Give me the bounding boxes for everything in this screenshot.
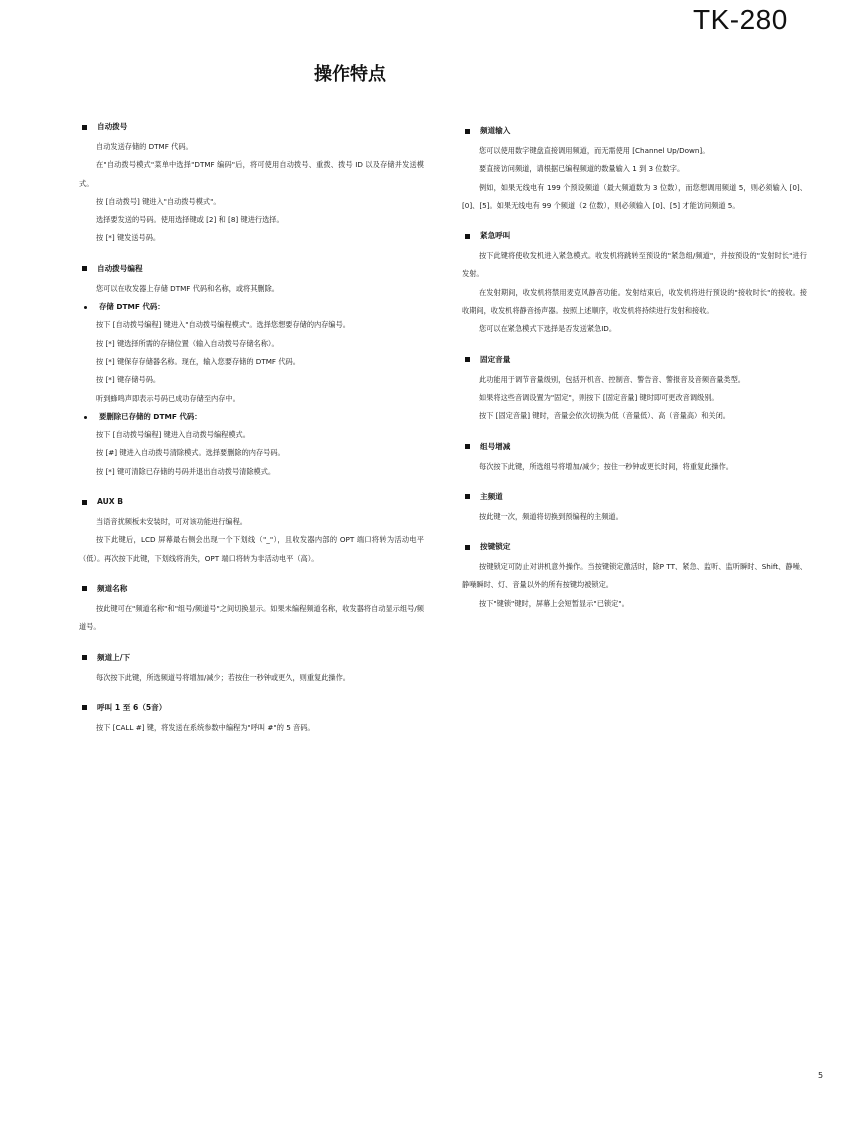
paragraph: 按 [*] 键选择所需的存储位置（输入自动拨号存储名称）。 [96, 338, 279, 348]
heading-label: AUX B [97, 497, 124, 507]
heading-label: 固定音量 [480, 354, 511, 364]
section-heading [462, 229, 807, 243]
paragraph: 您可以使用数字键盘直接调用频道，而无需使用 [Channel Up/Down]。 [479, 146, 710, 155]
heading-label: 呼叫 1 至 6（5音） [97, 702, 167, 712]
section-aux-b [79, 495, 424, 568]
paragraph: 如果将这些音调设置为"固定"，则按下 [固定音量] 键时即可更改音调级别。 [479, 392, 719, 402]
paragraph: 此功能用于调节音量级别，包括开机音、控制音、警告音、警报音及音频音量类型。 [479, 374, 745, 384]
paragraph: 按 [#] 键进入自动拨号清除模式。选择要删除的内存号码。 [96, 448, 285, 458]
section-auto-dial-programming [79, 262, 424, 481]
section-heading [462, 490, 807, 504]
page-number: 5 [818, 1071, 824, 1080]
square-bullet-icon [82, 500, 87, 505]
heading-label: 组号增减 [480, 441, 511, 451]
paragraph: 按 [*] 键存储号码。 [96, 375, 161, 385]
paragraph: 按下此键将使收发机进入紧急模式。收发机将跳转至预设的"紧急组/频道"，并按预设的"发射时长"进行发射。 [462, 251, 807, 279]
model-name: TK-280 [693, 4, 788, 35]
section-channel-entry [462, 124, 807, 215]
paragraph: 每次按下此键，所选组号将增加/减少；按住一秒钟或更长时间，将重复此操作。 [479, 461, 733, 471]
paragraph: 按此键可在"频道名称"和"组号/频道号"之间切换显示。如果未编程频道名称，收发器将自动显示组号/频道号。 [79, 603, 424, 632]
paragraph: 按 [*] 键发送号码。 [96, 233, 161, 243]
dot-bullet-icon [84, 416, 87, 419]
square-bullet-icon [465, 545, 470, 550]
square-bullet-icon [82, 266, 87, 271]
paragraph: 当语音扰频板未安装时，可对该功能进行编程。 [96, 517, 247, 527]
section-heading [79, 495, 424, 509]
heading-label: 紧急呼叫 [480, 231, 511, 241]
section-heading [462, 540, 807, 554]
sub-heading-label: 要删除已存储的 DTMF 代码： [99, 411, 202, 421]
heading-label: 频道名称 [97, 583, 128, 593]
heading-label: 按键锁定 [480, 542, 511, 552]
paragraph: 按下 [CALL #] 键，将发送在系统参数中编程为"呼叫 #"的 5 音码。 [96, 722, 315, 732]
paragraph: 按键锁定可防止对讲机意外操作。当按键锁定激活时，除P TT、紧急、监听、监听瞬时、Shift、静噪、静噪瞬时、灯、音量以外的所有按键均被锁定。 [462, 562, 807, 590]
paragraph: 按下 [自动拨号编程] 键进入自动拨号编程模式。 [96, 430, 250, 440]
paragraph: 按下 [固定音量] 键时，音量会依次切换为低（音量低）、高（音量高）和关闭。 [479, 411, 730, 421]
section-channel-up-down [79, 651, 424, 687]
heading-label: 主频道 [480, 491, 503, 501]
section-heading [79, 582, 424, 596]
sub-heading [79, 298, 424, 316]
paragraph: 在"自动拨号模式"菜单中选择"DTMF 编码"后，将可使用自动拨号、重拨、拨号 ID 以及存储并发送模式。 [79, 160, 424, 188]
section-fixed-volume [462, 353, 807, 426]
section-heading [79, 120, 424, 134]
paragraph: 您可以在紧急模式下选择是否发送紧急ID。 [479, 324, 617, 334]
paragraph: 每次按下此键，所选频道号将增加/减少；若按住一秒钟或更久，则重复此操作。 [96, 672, 350, 682]
square-bullet-icon [465, 357, 470, 362]
square-bullet-icon [82, 655, 87, 660]
section-group-up-down [462, 440, 807, 476]
paragraph: 按 [*] 键保存存储器名称。现在，输入您要存储的 DTMF 代码。 [96, 356, 300, 366]
square-bullet-icon [82, 705, 87, 710]
paragraph: 按 [自动拨号] 键进入"自动拨号模式"。 [96, 196, 221, 206]
section-heading [462, 440, 807, 454]
square-bullet-icon [465, 444, 470, 449]
sub-heading [79, 408, 424, 426]
paragraph: 按 [*] 键可清除已存储的号码并退出自动拨号清除模式。 [96, 466, 276, 476]
paragraph: 听到蜂鸣声即表示号码已成功存储至内存中。 [96, 393, 240, 403]
section-call-1-6 [79, 701, 424, 737]
section-emergency [462, 229, 807, 338]
section-key-lock [462, 540, 807, 613]
right-column [462, 124, 807, 627]
heading-label: 自动拨号 [97, 122, 128, 131]
dot-bullet-icon [84, 306, 87, 309]
section-heading [462, 124, 807, 138]
square-bullet-icon [82, 125, 87, 130]
paragraph: 选择要发送的号码。使用选择键或 [2] 和 [8] 键进行选择。 [96, 215, 284, 225]
section-heading [79, 262, 424, 276]
section-heading [462, 353, 807, 367]
square-bullet-icon [82, 586, 87, 591]
left-column [79, 120, 424, 751]
heading-label: 频道输入 [480, 126, 511, 135]
heading-label: 自动拨号编程 [97, 263, 143, 273]
section-home-channel [462, 490, 807, 526]
section-heading [79, 701, 424, 715]
section-auto-dial [79, 120, 424, 248]
square-bullet-icon [465, 129, 470, 134]
paragraph: 要直接访问频道，请根据已编程频道的数量输入 1 到 3 位数字。 [479, 164, 685, 174]
section-heading [79, 651, 424, 665]
paragraph: 按下"键锁"键时，屏幕上会短暂显示"已锁定"。 [479, 598, 629, 608]
paragraph: 在发射期间，收发机将禁用麦克风静音功能。发射结束后，收发机将进行预设的"接收时长"的接收。接收期间，收发机将静音扬声器。按照上述顺序，收发机将持续进行发射和接收。 [462, 287, 807, 316]
paragraph: 您可以在收发器上存储 DTMF 代码和名称，或将其删除。 [96, 283, 279, 293]
paragraph: 按此键一次，频道将切换到预编程的主频道。 [479, 511, 623, 521]
paragraph: 例如，如果无线电有 199 个预设频道（最大频道数为 3 位数），而您想调用频道 5，则必须输入 [0]、[0]、[5]。如果无线电有 99 个频道（2 位数），则必须输入 [0]、[5] 才能访问频道 5。 [462, 182, 807, 210]
sub-heading-label: 存储 DTMF 代码： [99, 302, 165, 312]
paragraph: 自动发送存储的 DTMF 代码。 [96, 142, 193, 151]
paragraph: 按下此键后，LCD 屏幕最右侧会出现一个下划线（"_"），且收发器内部的 OPT 端口将转为活动电平（低）。再次按下此键，下划线将消失，OPT 端口将转为非活动电平（高）。 [79, 535, 424, 563]
section-channel-name [79, 582, 424, 637]
heading-label: 频道上/下 [97, 652, 131, 662]
page-title: 操作特点 [314, 64, 386, 85]
square-bullet-icon [465, 494, 470, 499]
square-bullet-icon [465, 234, 470, 239]
paragraph: 按下 [自动拨号编程] 键进入"自动拨号编程模式"。选择您想要存储的内存编号。 [96, 320, 350, 330]
